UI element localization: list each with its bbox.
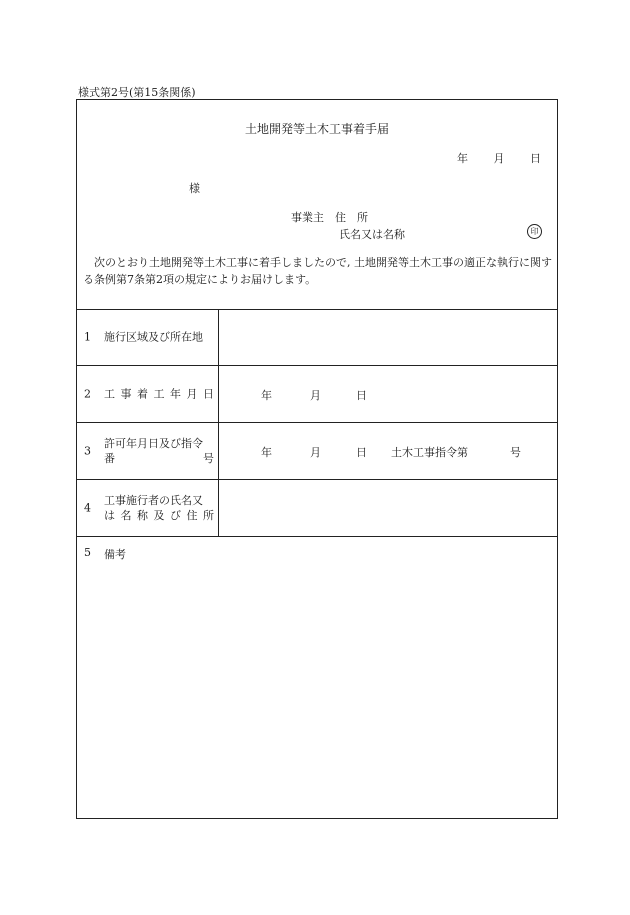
remarks-label: 備考 xyxy=(104,548,126,561)
row-label-cell xyxy=(77,480,219,536)
row-label xyxy=(104,436,214,466)
date-month: 月 xyxy=(493,152,505,165)
form-number-label: 様式第2号(第15条関係) xyxy=(78,86,196,99)
row-label-cell xyxy=(77,366,219,422)
row-label-line2 xyxy=(104,508,214,523)
label-char: 号 xyxy=(203,452,214,465)
row-label-cell xyxy=(77,423,219,479)
row-label-cell xyxy=(77,309,219,365)
directive-number-suffix: 号 xyxy=(510,446,521,459)
row-number: 3 xyxy=(84,444,91,458)
label-char: 工 xyxy=(153,387,165,401)
start-year: 年 xyxy=(261,389,272,402)
remarks-section[interactable] xyxy=(77,537,557,818)
label-char: 住 xyxy=(186,509,198,522)
row-permit-date xyxy=(77,423,557,480)
row-contractor xyxy=(77,480,557,537)
date-day: 日 xyxy=(530,152,541,165)
date-year: 年 xyxy=(457,152,468,165)
label-char: 称 xyxy=(137,509,148,522)
row-label-line2 xyxy=(104,451,214,466)
row-label-line1: 工事施行者の氏名又 xyxy=(104,494,203,507)
directive-label: 土木工事指令第 xyxy=(391,446,468,459)
row-number: 1 xyxy=(84,330,91,344)
declaration-text: 次のとおり土地開発等土木工事に着手しましたので, 土地開発等土木工事の適正な執行に関する条例第7条第2項の規定によりお届けします。 xyxy=(83,256,552,286)
header-section xyxy=(77,100,557,310)
permit-day: 日 xyxy=(356,446,367,459)
label-char: 所 xyxy=(203,509,214,522)
permit-month: 月 xyxy=(310,446,321,459)
label-char: 月 xyxy=(186,387,198,401)
label-char: び xyxy=(170,509,181,522)
row-number: 2 xyxy=(84,387,91,401)
label-char: 日 xyxy=(203,387,214,401)
label-char: 工 xyxy=(104,387,115,401)
label-char: 年 xyxy=(170,387,181,401)
start-month: 月 xyxy=(310,389,321,402)
submission-date xyxy=(435,150,541,166)
row-label xyxy=(104,493,214,523)
label-char: 及 xyxy=(153,509,165,522)
row-label: 施行区域及び所在地 xyxy=(104,330,203,344)
label-char: 着 xyxy=(137,387,148,401)
addressee: 様 xyxy=(189,182,200,195)
start-day: 日 xyxy=(356,389,367,402)
seal-mark: 印 xyxy=(527,224,542,239)
permit-year: 年 xyxy=(261,446,272,459)
label-char: 名 xyxy=(120,509,132,522)
form-frame xyxy=(76,99,558,819)
applicant-address-label: 事業主 住 所 xyxy=(291,211,368,224)
label-char: 番 xyxy=(104,452,115,465)
row-start-date xyxy=(77,366,557,423)
row-number: 5 xyxy=(84,546,91,559)
row-number: 4 xyxy=(84,501,91,515)
form-title: 土地開発等土木工事着手届 xyxy=(244,122,389,136)
label-char: は xyxy=(104,509,115,522)
label-char: 事 xyxy=(120,387,132,401)
row-label xyxy=(104,387,214,402)
applicant-name-label: 氏名又は名称 xyxy=(339,228,405,241)
row-label-line1: 許可年月日及び指令 xyxy=(104,437,203,450)
row-construction-area xyxy=(77,309,557,366)
